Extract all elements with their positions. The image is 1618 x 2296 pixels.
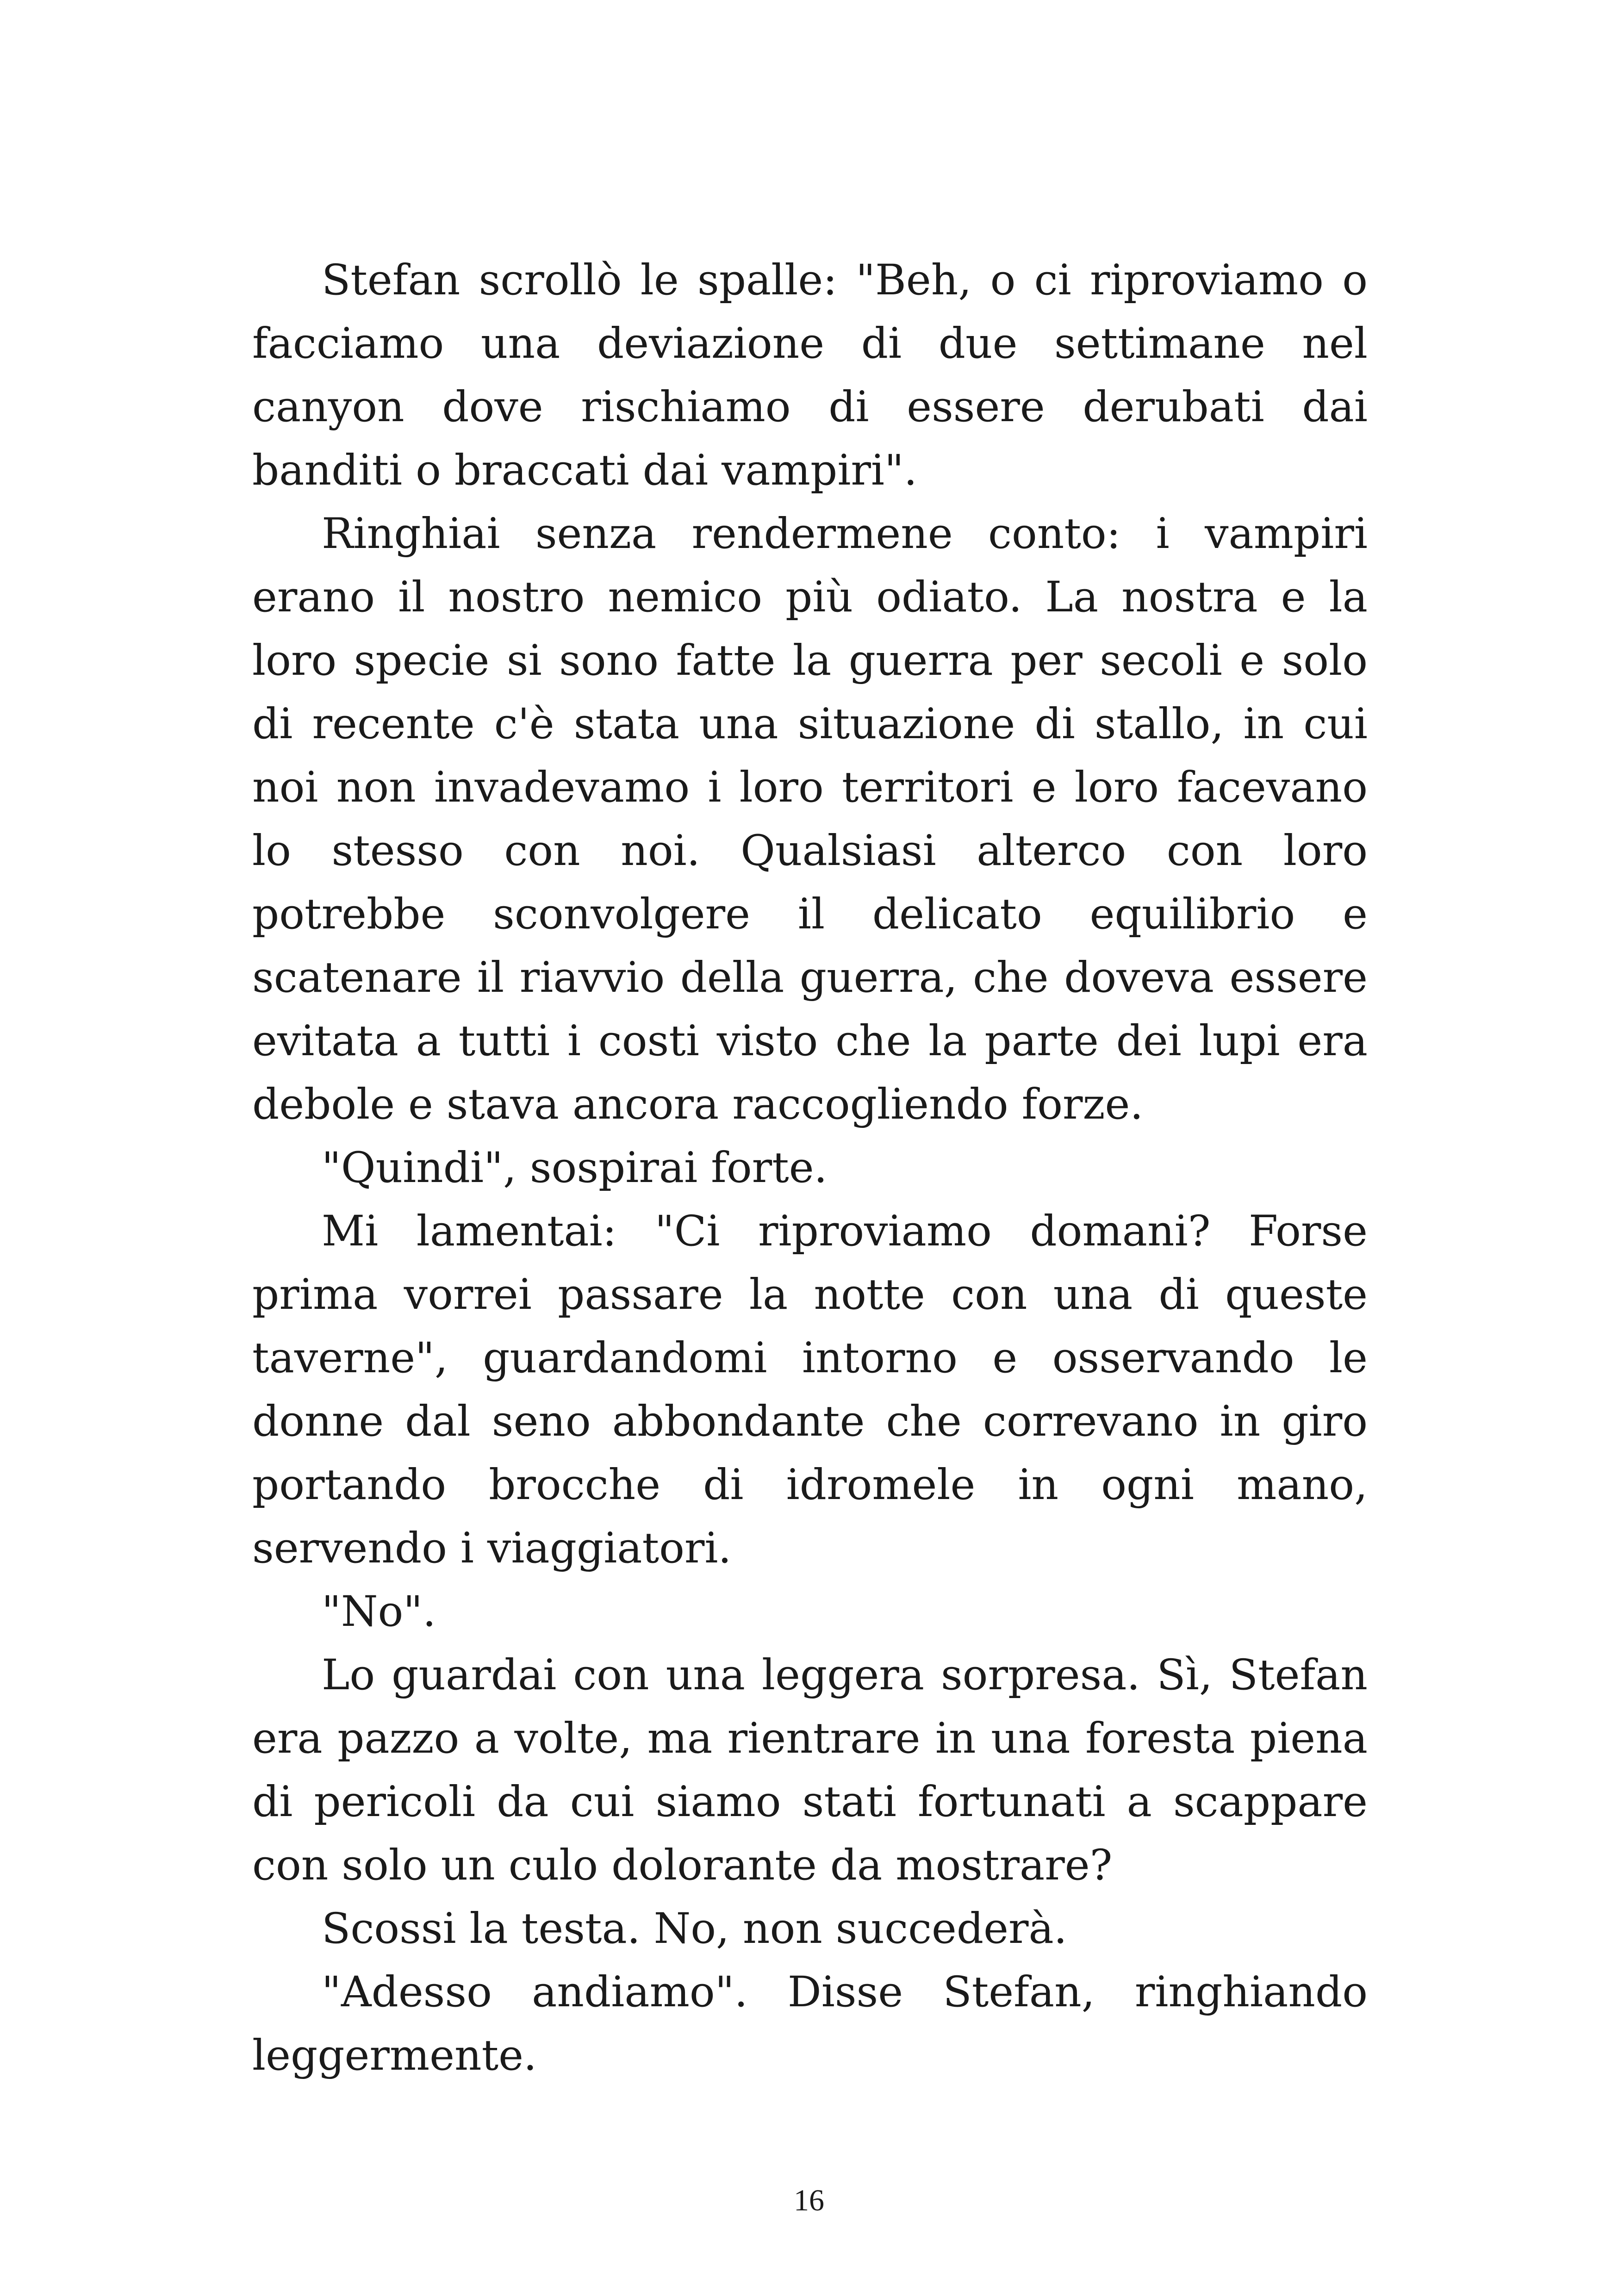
- paragraph-1: Stefan scrollò le spalle: "Beh, o ci riproviamo o facciamo una deviazione di due settimane nel canyon dove rischiamo di essere derubati dai banditi o braccati dai vampiri".: [252, 256, 1368, 495]
- paragraph-7: Scossi la testa. No, non succederà.: [322, 1904, 1067, 1953]
- paragraph-3: "Quindi", sospirai forte.: [322, 1144, 828, 1192]
- paragraph-6: Lo guardai con una leggera sorpresa. Sì, Stefan era pazzo a volte, ma rientrare in una foresta piena di pericoli da cui siamo stati fortunati a scappare con solo un culo dolorante da mostrare?: [252, 1651, 1368, 1890]
- body-text: [252, 249, 1368, 2087]
- paragraph-5: "No".: [322, 1587, 436, 1636]
- paragraph-4: Mi lamentai: "Ci riproviamo domani? Forse prima vorrei passare la notte con una di queste taverne", guardandomi intorno e osservando le donne dal seno abbondante che correvano in giro portando brocche di idromele in ogni mano, servendo i viaggiatori.: [252, 1207, 1368, 1573]
- page-number: 16: [794, 2184, 824, 2217]
- paragraph-2: Ringhiai senza rendermene conto: i vampiri erano il nostro nemico più odiato. La nostra e la loro specie si sono fatte la guerra per secoli e solo di recente c'è stata una situazione di stallo, in cui noi non invadevamo i loro territori e loro facevano lo stesso con noi. Qualsiasi alterco con loro potrebbe sconvolgere il delicato equilibrio e scatenare il riavvio della guerra, che doveva essere evitata a tutti i costi visto che la parte dei lupi era debole e stava ancora raccogliendo forze.: [252, 510, 1368, 1129]
- paragraph-8: "Adesso andiamo". Disse Stefan, ringhiando leggermente.: [252, 1968, 1368, 2080]
